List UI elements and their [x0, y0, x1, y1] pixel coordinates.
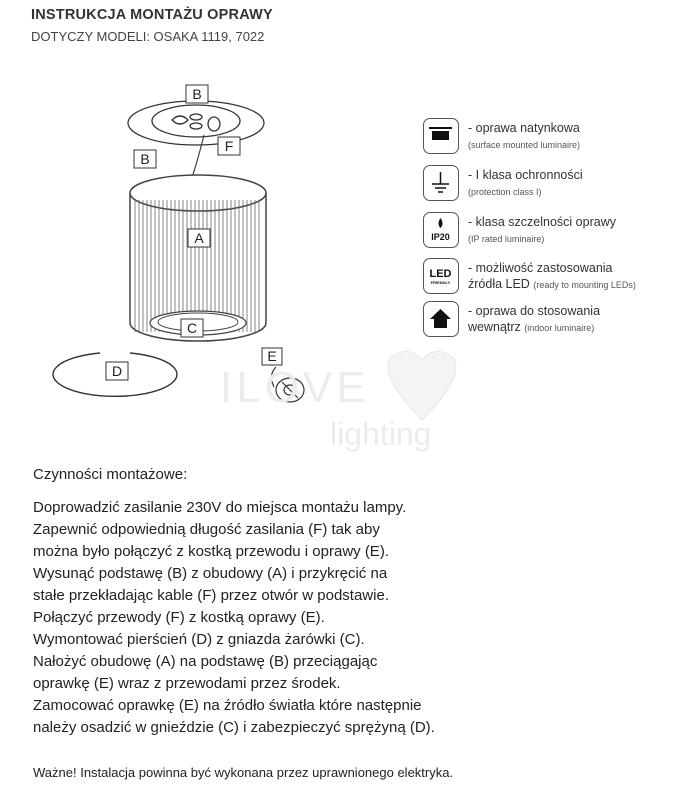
label-base-top: B	[192, 86, 202, 102]
instruction-line: Nałożyć obudowę (A) na podstawę (B) przeciągając	[33, 653, 378, 670]
safety-note: Ważne! Instalacja powinna być wykonana przez uprawnionego elektryka.	[33, 765, 454, 780]
legend-text-indoor: - oprawa do stosowania	[468, 304, 601, 318]
legend-item-indoor	[423, 301, 685, 341]
legend-sub-protection: (protection class I)	[468, 187, 542, 197]
legend-item-protection	[423, 165, 685, 205]
legend-text-led: - możliwość zastosowania	[468, 261, 613, 275]
instruction-line: Zamocować oprawkę (E) na źródło światła które następnie	[33, 697, 422, 714]
legend-text-led-2: źródła LED	[468, 277, 530, 291]
label-ring: D	[111, 363, 123, 379]
led-icon-label: LED	[429, 268, 452, 280]
legend-item-ip	[423, 212, 685, 252]
legend-item-surface	[423, 118, 685, 158]
led-friendly-icon	[423, 258, 459, 294]
legend-text-surface: - oprawa natynkowa	[468, 121, 580, 135]
document-subtitle: DOTYCZY MODELI: OSAKA 1119, 7022	[31, 29, 265, 44]
instruction-line: Wysunąć podstawę (B) z obudowy (A) i przykręcić na	[33, 565, 388, 582]
instruction-line: można było połączyć z kostką przewodu i oprawy (E).	[33, 543, 389, 560]
instruction-line: oprawkę (E) wraz z przewodami przez środek.	[33, 675, 341, 692]
legend-sub-surface: (surface mounted luminaire)	[468, 140, 581, 150]
indoor-icon	[423, 301, 459, 337]
legend-sub-led: (ready to mounting LEDs)	[533, 280, 636, 290]
legend-sub-indoor: (indoor luminaire)	[524, 323, 595, 333]
label-socket: C	[186, 320, 198, 336]
instructions-list	[33, 497, 673, 739]
instruction-line: Doprowadzić zasilanie 230V do miejsca montażu lampy.	[33, 499, 407, 516]
legend-sub-ip: (IP rated luminaire)	[468, 234, 545, 244]
ip20-icon	[423, 212, 459, 248]
housing-drawing	[130, 175, 266, 341]
surface-mounted-icon	[423, 118, 459, 154]
legend-text-protection: - I klasa ochronności	[468, 168, 583, 182]
watermark-line2: lighting	[330, 416, 432, 452]
instruction-line: stałe przekładając kable (F) przez otwór w podstawie.	[33, 587, 389, 604]
led-icon-sublabel: FRIENDLY	[430, 280, 451, 285]
instructions-heading: Czynności montażowe:	[33, 466, 188, 483]
legend-text-indoor-2: wewnątrz	[468, 320, 521, 334]
label-cable: F	[224, 138, 234, 154]
label-connector: E	[267, 348, 277, 364]
document-title: INSTRUKCJA MONTAŻU OPRAWY	[31, 7, 273, 23]
ground-icon	[423, 165, 459, 201]
instruction-line: należy osadzić w gnieździe (C) i zabezpieczyć sprężyną (D).	[33, 719, 435, 736]
ip20-icon-label: IP20	[431, 232, 450, 242]
legend-text-ip: - klasa szczelności oprawy	[468, 215, 616, 229]
label-base-side: B	[140, 151, 150, 167]
instruction-line: Wymontować pierścień (D) z gniazda żarówki (C).	[33, 631, 365, 648]
label-housing: A	[194, 230, 204, 246]
instruction-line: Połączyć przewody (F) z kostką oprawy (E).	[33, 609, 325, 626]
watermark-line1: ILOVE	[220, 363, 370, 412]
legend-item-led	[423, 258, 685, 298]
watermark-logo	[220, 340, 470, 455]
instruction-line: Zapewnić odpowiednią długość zasilania (F) tak aby	[33, 521, 380, 538]
